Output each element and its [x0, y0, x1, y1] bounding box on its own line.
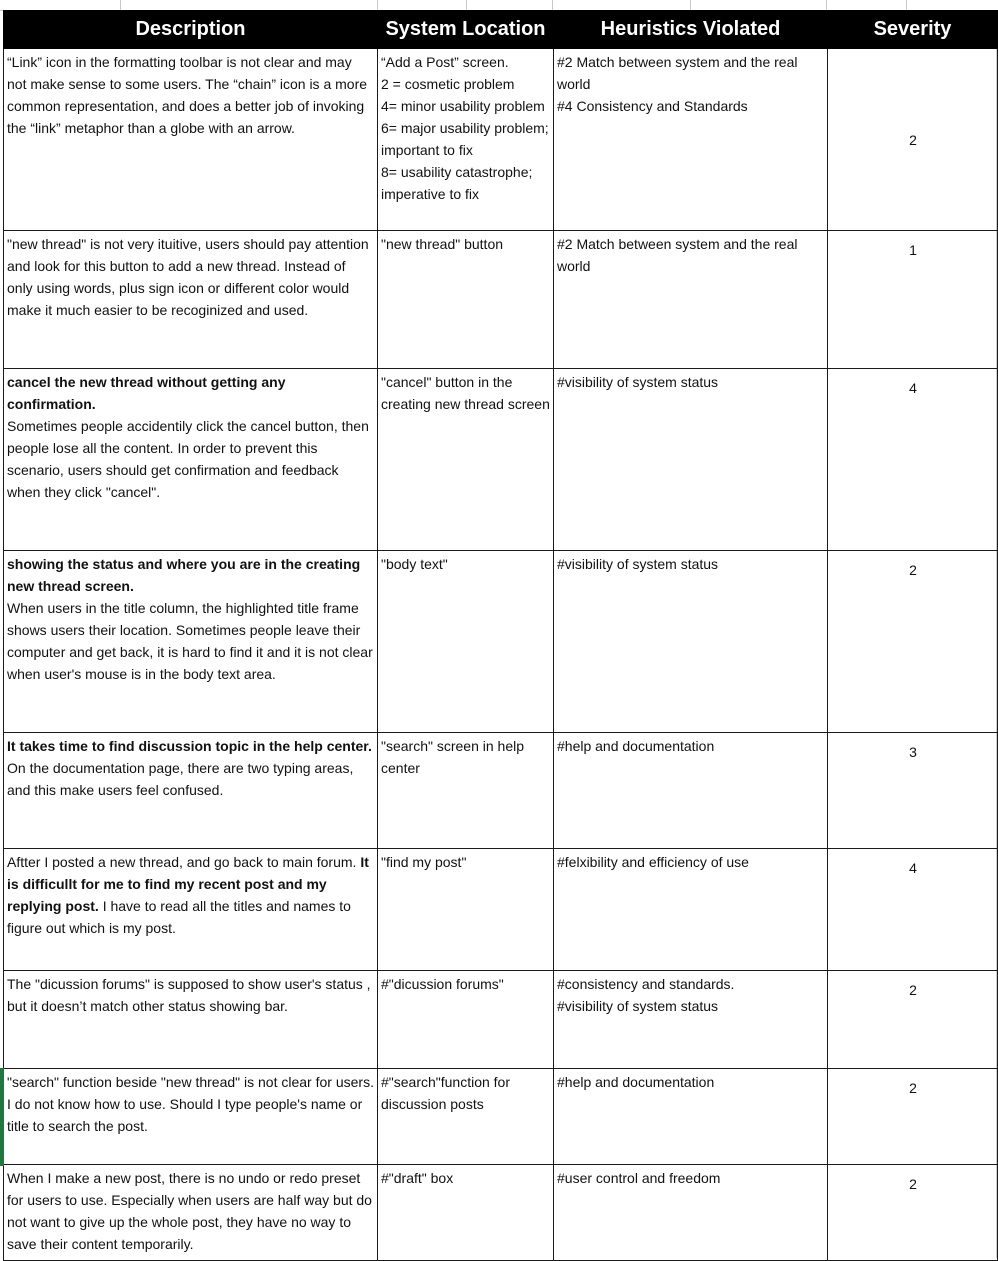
- heuristics-cell[interactable]: #visibility of system status: [554, 551, 828, 733]
- heuristics-cell[interactable]: #help and documentation: [554, 1069, 828, 1165]
- header-row: [4, 11, 998, 49]
- heuristics-cell[interactable]: #consistency and standards. #visibility of system status: [554, 971, 828, 1069]
- description-text: Sometimes people accidentily click the cancel button, then people lose all the content. In order to prevent this scenario, users should get confirmation and feedback when they click "cancel".: [7, 418, 369, 500]
- description-cell[interactable]: [4, 1069, 378, 1165]
- heuristics-cell[interactable]: #user control and freedom: [554, 1165, 828, 1261]
- description-bold-text: It takes time to find discussion topic in the help center.: [7, 738, 372, 754]
- description-text: “Link” icon in the formatting toolbar is not clear and may not make sense to some users. The “chain” icon is a more common representation, and does a better job of invoking the “link” metaphor than a globe with an arrow.: [7, 54, 368, 136]
- severity-cell[interactable]: 2: [828, 1165, 998, 1261]
- header-description[interactable]: Description: [4, 11, 378, 49]
- table-row: [4, 971, 998, 1069]
- description-cell[interactable]: [4, 551, 378, 733]
- severity-cell[interactable]: 4: [828, 369, 998, 551]
- selection-marker: [0, 1068, 4, 1166]
- severity-cell[interactable]: 4: [828, 849, 998, 971]
- location-cell[interactable]: "find my post": [378, 849, 554, 971]
- description-bold-text: showing the status and where you are in the creating new thread screen.: [7, 556, 361, 594]
- heuristics-cell[interactable]: #2 Match between system and the real world #4 Consistency and Standards: [554, 49, 828, 231]
- description-text: "search" function beside "new thread" is not clear for users. I do not know how to use. Should I type people's name or title to search the post.: [7, 1074, 374, 1134]
- description-bold-text: It is difficullt for me to find my recent post and my replying post.: [7, 854, 369, 914]
- table-row: [4, 231, 998, 369]
- description-text: On the documentation page, there are two typing areas, and this make users feel confused.: [7, 760, 354, 798]
- severity-cell[interactable]: 2: [828, 1069, 998, 1165]
- description-text: Aftter I posted a new thread, and go back to main forum.: [7, 854, 357, 870]
- location-cell[interactable]: “Add a Post” screen. 2 = cosmetic problem 4= minor usability problem 6= major usability problem; important to fix 8= usability catastrophe; imperative to fix: [378, 49, 554, 231]
- description-text: When I make a new post, there is no undo or redo preset for users to use. Especially when users are half way but do not want to give up the whole post, they have no way to save their content temporarily.: [7, 1170, 372, 1252]
- table-row: [4, 733, 998, 849]
- table-row: [4, 1069, 998, 1165]
- severity-cell[interactable]: 1: [828, 231, 998, 369]
- severity-cell[interactable]: 2: [828, 49, 998, 231]
- description-cell[interactable]: [4, 49, 378, 231]
- severity-cell[interactable]: 2: [828, 551, 998, 733]
- description-cell[interactable]: [4, 369, 378, 551]
- description-text: When users in the title column, the highlighted title frame shows users their location. Sometimes people leave their computer and get back, it is hard to find it and it is not clear when user's mouse is in the body text area.: [7, 600, 373, 682]
- location-cell[interactable]: #"dicussion forums": [378, 971, 554, 1069]
- table-row: [4, 551, 998, 733]
- heuristics-cell[interactable]: #visibility of system status: [554, 369, 828, 551]
- header-severity[interactable]: Severity: [828, 11, 998, 49]
- description-bold-text: cancel the new thread without getting any confirmation.: [7, 374, 286, 412]
- heuristic-evaluation-table: [3, 10, 998, 1261]
- location-cell[interactable]: "new thread" button: [378, 231, 554, 369]
- table-row: [4, 849, 998, 971]
- location-cell[interactable]: #"search"function for discussion posts: [378, 1069, 554, 1165]
- description-text: I have to read all the titles and names to figure out which is my post.: [7, 898, 351, 936]
- description-cell[interactable]: [4, 849, 378, 971]
- severity-cell[interactable]: 3: [828, 733, 998, 849]
- table-row: [4, 369, 998, 551]
- table-row: [4, 49, 998, 231]
- location-cell[interactable]: "cancel" button in the creating new thread screen: [378, 369, 554, 551]
- description-cell[interactable]: [4, 971, 378, 1069]
- description-text: "new thread" is not very ituitive, users should pay attention and look for this button to add a new thread. Instead of only using words, plus sign icon or different color would make it much easier to be recoginized and used.: [7, 236, 369, 318]
- severity-cell[interactable]: 2: [828, 971, 998, 1069]
- description-cell[interactable]: [4, 231, 378, 369]
- header-heuristics-violated[interactable]: Heuristics Violated: [554, 11, 828, 49]
- location-cell[interactable]: "search" screen in help center: [378, 733, 554, 849]
- header-system-location[interactable]: System Location: [378, 11, 554, 49]
- heuristics-cell[interactable]: #2 Match between system and the real world: [554, 231, 828, 369]
- description-cell[interactable]: [4, 1165, 378, 1261]
- table-row: [4, 1165, 998, 1261]
- heuristics-cell[interactable]: #felxibility and efficiency of use: [554, 849, 828, 971]
- heuristics-cell[interactable]: #help and documentation: [554, 733, 828, 849]
- location-cell[interactable]: #"draft" box: [378, 1165, 554, 1261]
- description-text: The "dicussion forums" is supposed to show user's status , but it doesn’t match other status showing bar.: [7, 976, 371, 1014]
- description-cell[interactable]: [4, 733, 378, 849]
- location-cell[interactable]: "body text": [378, 551, 554, 733]
